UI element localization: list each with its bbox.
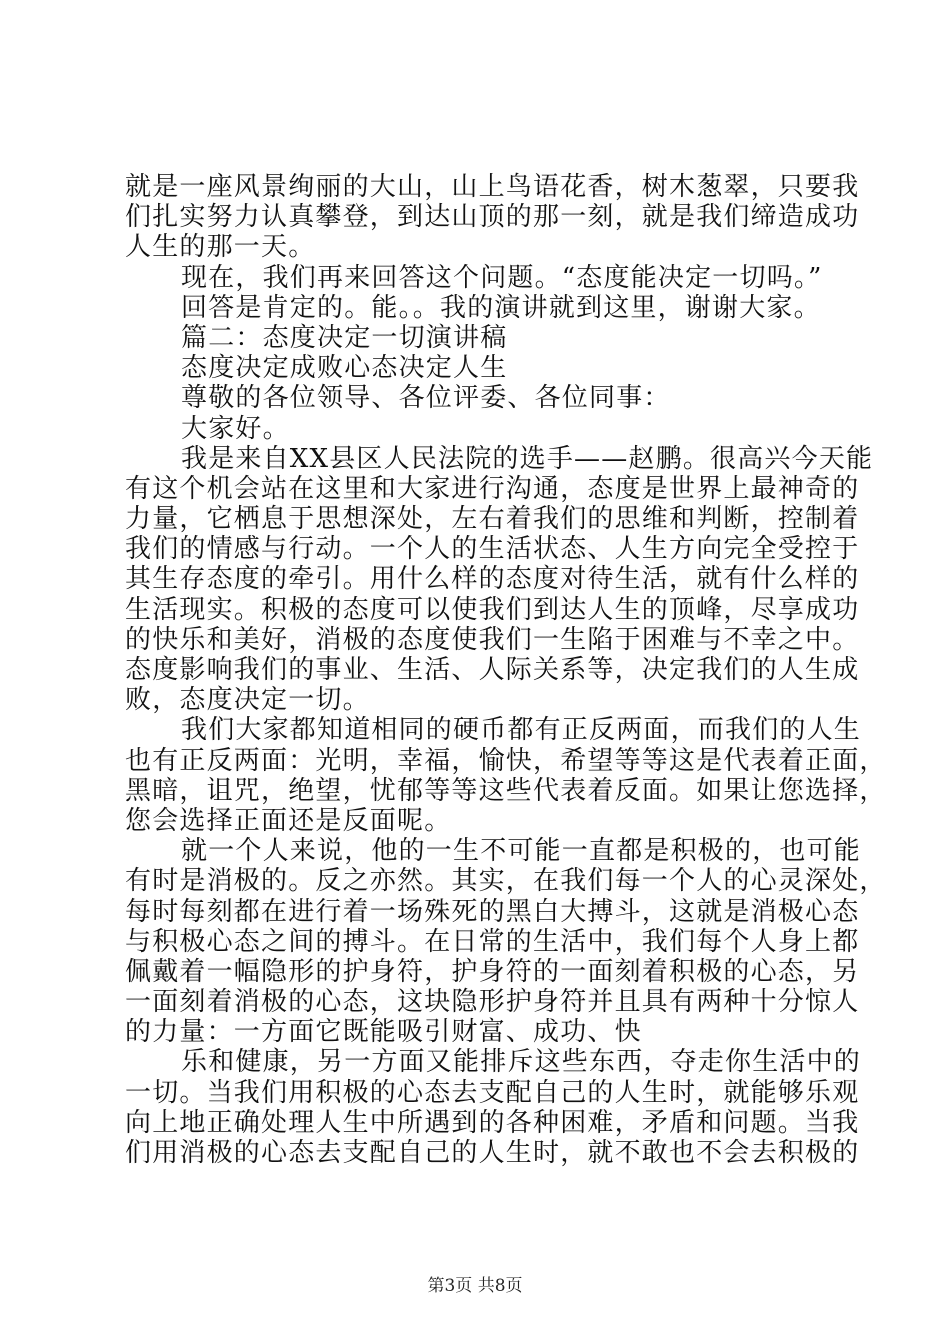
text-line: 尊敬的各位领导、各位评委、各位同事： [181,383,671,414]
text-line: 生活现实。积极的态度可以使我们到达人生的顶峰，尽享成功 [125,594,860,625]
text-line: 向上地正确处理人生中所遇到的各种困难，矛盾和问题。当我 [125,1107,860,1138]
text-line: 一切。当我们用积极的心态去支配自己的人生时，就能够乐观 [125,1077,860,1108]
text-line: 乐和健康，另一方面又能排斥这些东西，夺走你生活中的 [181,1047,862,1078]
text-line: 态度影响我们的事业、生活、人际关系等，决定我们的人生成 [125,655,860,685]
text-line: 的力量：一方面它既能吸引财富、成功、快 [125,1017,642,1048]
page-footer: 第3页 共8页 [427,1276,523,1296]
text-line: 我们大家都知道相同的硬币都有正反两面，而我们的人生 [181,715,862,746]
text-line: 每时每刻都在进行着一场殊死的黑白大搏斗，这就是消极心态 [125,896,860,927]
text-line: 就是一座风景绚丽的大山，山上鸟语花香，树木葱翠，只要我 [125,172,860,202]
text-line: 们扎实努力认真攀登，到达山顶的那一刻，就是我们缔造成功 [125,202,860,233]
text-line: 现在，我们再来回答这个问题。“态度能决定一切吗。” [181,262,823,293]
text-line: 人生的那一天。 [125,232,316,263]
text-line: 也有正反两面：光明，幸福，愉快，希望等等这是代表着正面， [125,745,887,776]
text-line: 一面刻着消极的心态，这块隐形护身符并且具有两种十分惊人 [125,987,860,1018]
text-line: 大家好。 [181,413,290,444]
text-line: 的快乐和美好，消极的态度使我们一生陷于困难与不幸之中。 [125,624,860,655]
text-line: 您会选择正面还是反面呢。 [125,805,452,836]
text-line: 回答是肯定的。能。。我的演讲就到这里，谢谢大家。 [181,292,821,323]
text-line: 有时是消极的。反之亦然。其实，在我们每一个人的心灵深处， [125,866,887,897]
text-line: 我是来自XX县区人民法院的选手——赵鹏。很高兴今天能 [181,443,874,474]
text-line: 态度决定成败心态决定人生 [181,353,508,384]
text-line: 我们的情感与行动。一个人的生活状态、人生方向完全受控于 [125,534,860,565]
text-line: 们用消极的心态去支配自己的人生时，就不敢也不会去积极的 [125,1138,860,1168]
document-body [125,172,887,1168]
text-line: 篇二：态度决定一切演讲稿 [181,322,508,353]
text-line: 有这个机会站在这里和大家进行沟通，态度是世界上最神奇的 [125,473,860,504]
text-line: 就一个人来说，他的一生不可能一直都是积极的，也可能 [181,836,862,867]
text-line: 败，态度决定一切。 [125,685,370,716]
text-line: 与积极心态之间的搏斗。在日常的生活中，我们每个人身上都 [125,926,860,957]
text-line: 黑暗，诅咒，绝望，忧郁等等这些代表着反面。如果让您选择， [125,775,887,806]
text-line: 其生存态度的牵引。用什么样的态度对待生活，就有什么样的 [125,564,860,595]
text-line: 力量，它栖息于思想深处，左右着我们的思维和判断，控制着 [125,504,860,535]
text-line: 佩戴着一幅隐形的护身符，护身符的一面刻着积极的心态，另 [125,956,860,987]
